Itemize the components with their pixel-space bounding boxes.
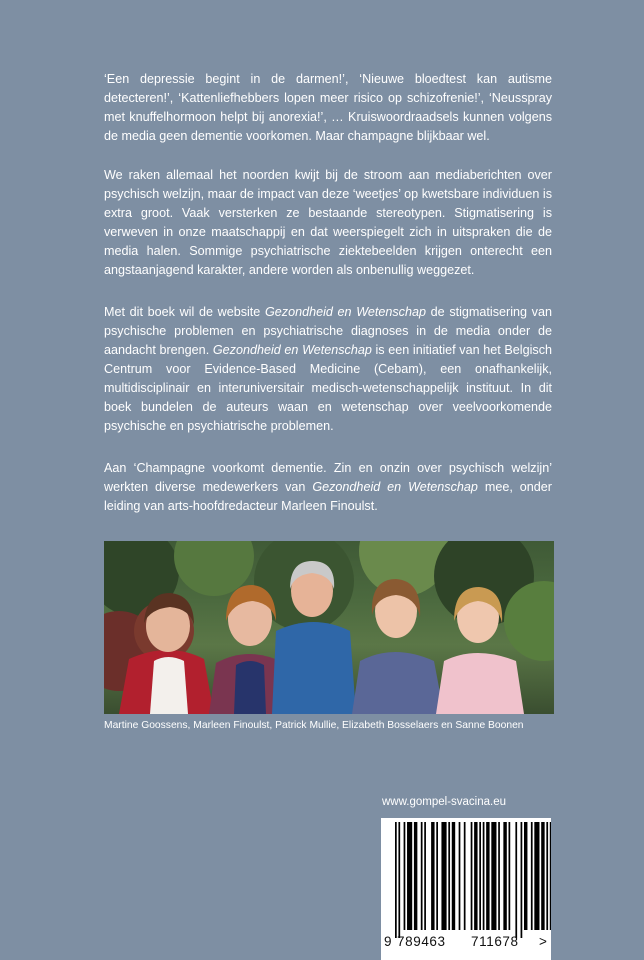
barcode-bar — [541, 822, 544, 930]
barcode-bar — [436, 822, 438, 930]
barcode-bar — [395, 822, 397, 938]
book-purpose-paragraph — [104, 303, 552, 436]
barcode-bar — [424, 822, 426, 930]
barcode-bar — [546, 822, 548, 930]
barcode-bar — [515, 822, 517, 938]
publisher-website: www.gompel-svacina.eu — [382, 796, 507, 808]
barcode-bar — [441, 822, 446, 930]
barcode-bar — [464, 822, 466, 930]
barcode-bar — [534, 822, 539, 930]
isbn-lead-digit: 9 — [384, 934, 393, 949]
barcode-bar — [404, 822, 406, 930]
p4-text-a: Aan ‘Champagne voorkomt dementie. Zin en onzin over psychisch welzijn’ werkten diverse medewerkers van — [104, 461, 552, 494]
barcode-bar — [474, 822, 477, 930]
intro-headlines-paragraph: ‘Een depressie begint in de darmen!’, ‘Nieuwe bloedtest kan autisme detecteren!’, ‘Kattenliefhebbers lopen meer risico op schizofrenie!’, ‘Neusspray met knuffelhormoon helpt bij anorexia!’, … Kruiswoordraadsels kunnen volgens de media geen dementie voorkomen. Maar champagne blijkbaar wel. — [104, 72, 552, 143]
barcode-bar — [486, 822, 489, 930]
barcode-bar — [491, 822, 496, 930]
barcode-bar — [452, 822, 455, 930]
barcode-bar — [498, 822, 500, 930]
barcode-bar — [479, 822, 481, 930]
barcode-bar — [524, 822, 527, 930]
barcode-bar — [483, 822, 485, 930]
p3-organisation-name-2: Gezondheid en Wetenschap — [212, 343, 372, 357]
media-impact-paragraph: We raken allemaal het noorden kwijt bij de stroom aan mediaberichten over psychisch welzijn, maar de impact van deze ‘weetjes’ op kwetsbare individuen is extra groot. Vaak versterken ze bestaande stereotypen. Stigmatisering is verweven in onze maatschappij en dat weerspiegelt zich in uitspraken die de media halen. Sommige psychiatrische ziektebeelden krijgen onterecht een angstaanjagend karakter, andere worden als onbenullig weggezet. — [104, 168, 552, 277]
barcode-bar — [398, 822, 400, 938]
barcode-bar — [414, 822, 417, 930]
isbn-group-2: 711678 — [471, 934, 519, 949]
p4-organisation-name: Gezondheid en Wetenschap — [312, 480, 478, 494]
p3-text-e: is een initiatief van het Belgisch Centrum voor Evidence-Based Medicine (Cebam), een onafhankelijk, multidisciplinair en interuniversitair medisch-wetenschappelijk instituut. In dit boek bundelen de auteurs waan en wetenschap over veelvoorkomende psychische en psychiatrische problemen. — [104, 343, 552, 433]
barcode-bar — [459, 822, 461, 930]
isbn-tail-mark: > — [539, 934, 548, 949]
p3-organisation-name: Gezondheid en Wetenschap — [264, 305, 426, 319]
barcode-bar — [503, 822, 506, 930]
barcode-bar — [471, 822, 473, 930]
barcode-bar — [550, 822, 551, 930]
barcode-bar — [509, 822, 511, 930]
barcode-bar — [531, 822, 533, 930]
barcode-bar — [431, 822, 434, 930]
p3-text-c: de stigmatisering van psychische problemen en psychiatrische diagnoses in de media onder de aandacht brengen. — [104, 305, 552, 357]
authors-group-photo — [104, 541, 554, 714]
barcode-bar — [421, 822, 423, 930]
p3-text-a: Met dit boek wil de website — [104, 305, 265, 319]
p4-text-c: mee, onder leiding van arts-hoofdredacteur Marleen Finoulst. — [104, 480, 552, 513]
photo-caption: Martine Goossens, Marleen Finoulst, Patrick Mullie, Elizabeth Bosselaers en Sanne Boonen — [104, 720, 524, 731]
contributors-paragraph — [104, 459, 552, 516]
isbn-group-1: 789463 — [397, 934, 446, 949]
barcode-bar — [448, 822, 450, 930]
barcode-bar — [521, 822, 523, 938]
isbn-barcode — [381, 818, 551, 960]
barcode-bar — [407, 822, 412, 930]
